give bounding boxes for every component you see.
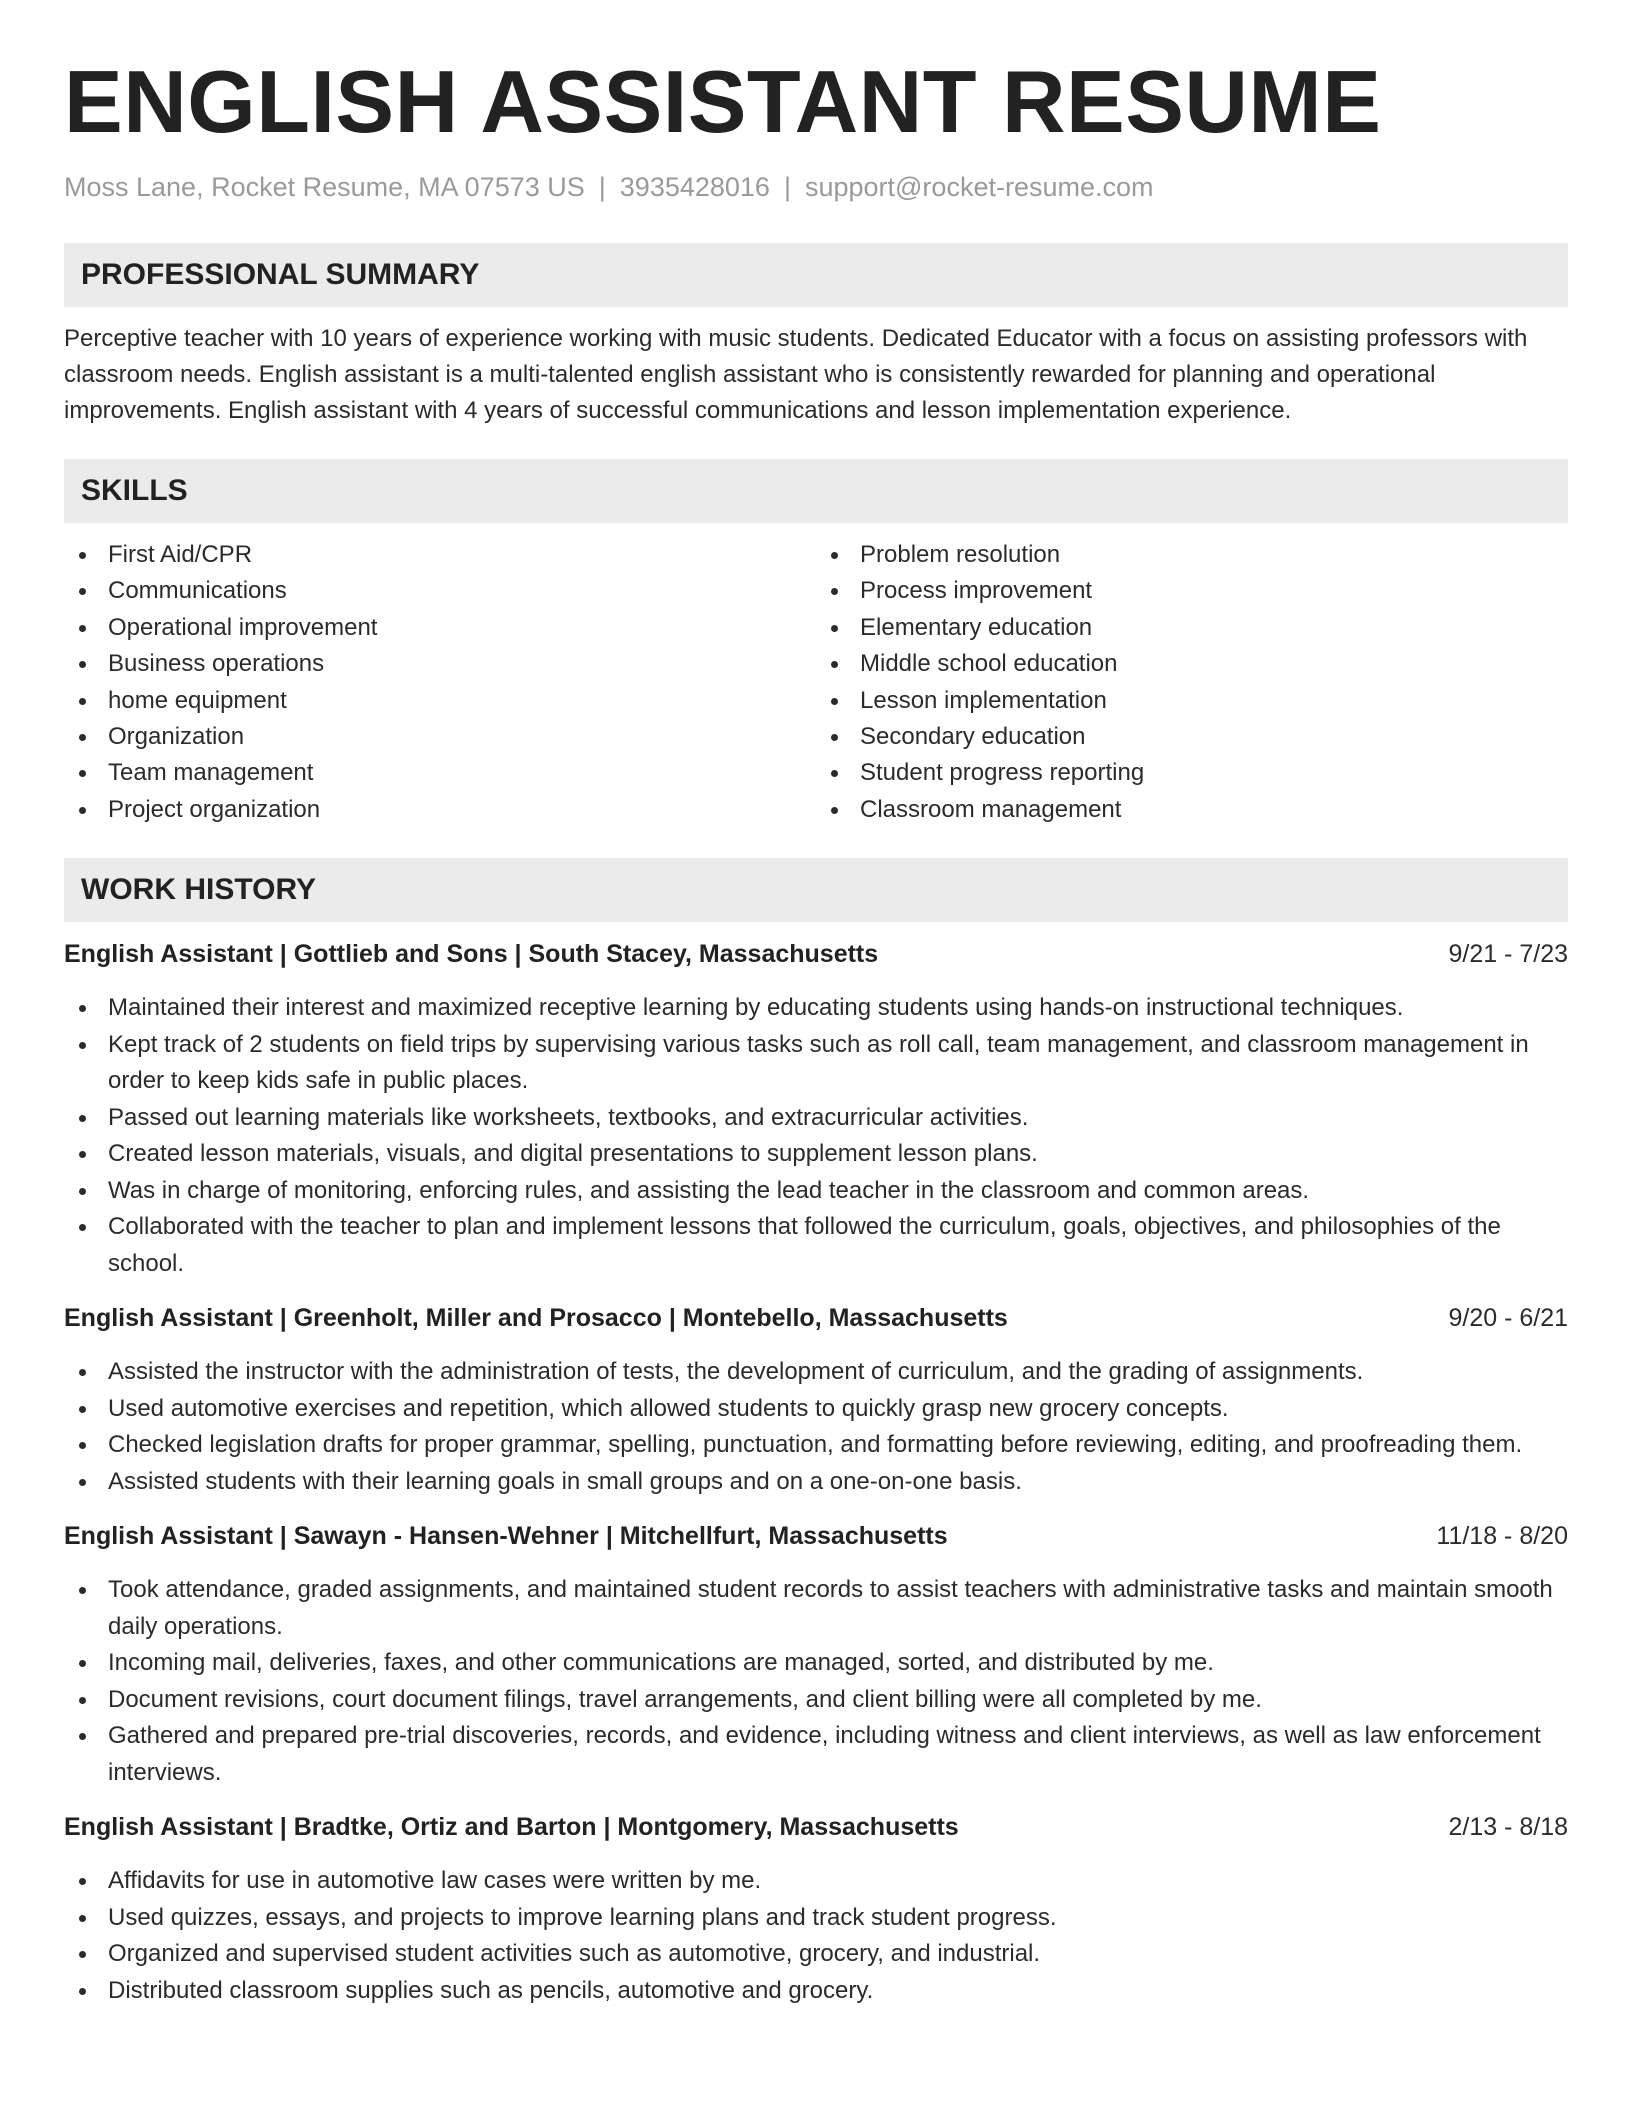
contact-separator: | xyxy=(598,172,606,202)
job-entry xyxy=(64,1300,1568,1500)
work-history-heading: WORK HISTORY xyxy=(64,858,1568,922)
job-entry xyxy=(64,1518,1568,1791)
summary-heading: PROFESSIONAL SUMMARY xyxy=(64,243,1568,307)
job-bullets xyxy=(64,1863,1568,2009)
job-dates: 11/18 - 8/20 xyxy=(1436,1522,1568,1551)
contact-address: Moss Lane, Rocket Resume, MA 07573 US xyxy=(64,172,585,202)
job-bullet: Assisted the instructor with the administration of tests, the development of curriculum, and the grading of assignments. xyxy=(76,1354,1568,1391)
skill-item: Elementary education xyxy=(828,610,1568,646)
contact-separator: | xyxy=(783,172,791,202)
job-bullet: Organized and supervised student activities such as automotive, grocery, and industrial. xyxy=(76,1936,1568,1973)
contact-phone: 3935428016 xyxy=(619,172,770,202)
job-header xyxy=(64,1300,1568,1336)
job-title: English Assistant | Greenholt, Miller and Prosacco | Montebello, Massachusetts xyxy=(64,1304,1008,1333)
job-bullet: Assisted students with their learning goals in small groups and on a one-on-one basis. xyxy=(76,1464,1568,1501)
job-bullet: Incoming mail, deliveries, faxes, and other communications are managed, sorted, and distributed by me. xyxy=(76,1645,1568,1682)
contact-line xyxy=(64,170,1568,205)
job-dates: 2/13 - 8/18 xyxy=(1448,1813,1568,1842)
skill-item: Middle school education xyxy=(828,646,1568,682)
skill-item: Secondary education xyxy=(828,719,1568,755)
skills-column-right xyxy=(816,537,1568,828)
job-bullet: Maintained their interest and maximized receptive learning by educating students using hands-on instructional techniques. xyxy=(76,990,1568,1027)
skills-column-left xyxy=(64,537,816,828)
job-bullet: Kept track of 2 students on field trips by supervising various tasks such as roll call, team management, and classroom management in order to keep kids safe in public places. xyxy=(76,1027,1568,1100)
skill-item: First Aid/CPR xyxy=(76,537,816,573)
skill-item: home equipment xyxy=(76,683,816,719)
job-bullet: Gathered and prepared pre-trial discoveries, records, and evidence, including witness and client interviews, as well as law enforcement interviews. xyxy=(76,1718,1568,1791)
job-bullet: Distributed classroom supplies such as pencils, automotive and grocery. xyxy=(76,1973,1568,2010)
skill-item: Project organization xyxy=(76,792,816,828)
skill-item: Student progress reporting xyxy=(828,755,1568,791)
skill-item: Team management xyxy=(76,755,816,791)
job-header xyxy=(64,1809,1568,1845)
job-bullet: Checked legislation drafts for proper grammar, spelling, punctuation, and formatting before reviewing, editing, and proofreading them. xyxy=(76,1427,1568,1464)
job-bullet: Collaborated with the teacher to plan and implement lessons that followed the curriculum, goals, objectives, and philosophies of the school. xyxy=(76,1209,1568,1282)
resume-title: ENGLISH ASSISTANT RESUME xyxy=(64,52,1382,151)
job-bullet: Was in charge of monitoring, enforcing rules, and assisting the lead teacher in the classroom and common areas. xyxy=(76,1173,1568,1210)
job-bullet: Document revisions, court document filings, travel arrangements, and client billing were all completed by me. xyxy=(76,1682,1568,1719)
skill-item: Classroom management xyxy=(828,792,1568,828)
contact-email: support@rocket-resume.com xyxy=(804,172,1154,202)
skill-item: Problem resolution xyxy=(828,537,1568,573)
job-bullet: Took attendance, graded assignments, and maintained student records to assist teachers with administrative tasks and maintain smooth daily operations. xyxy=(76,1572,1568,1645)
job-bullet: Used quizzes, essays, and projects to improve learning plans and track student progress. xyxy=(76,1900,1568,1937)
job-bullet: Passed out learning materials like worksheets, textbooks, and extracurricular activities. xyxy=(76,1100,1568,1137)
job-title: English Assistant | Bradtke, Ortiz and Barton | Montgomery, Massachusetts xyxy=(64,1813,959,1842)
job-bullet: Created lesson materials, visuals, and digital presentations to supplement lesson plans. xyxy=(76,1136,1568,1173)
skill-item: Communications xyxy=(76,573,816,609)
job-entry xyxy=(64,936,1568,1282)
job-title: English Assistant | Sawayn - Hansen-Wehner | Mitchellfurt, Massachusetts xyxy=(64,1522,948,1551)
skill-item: Organization xyxy=(76,719,816,755)
job-bullet: Used automotive exercises and repetition, which allowed students to quickly grasp new grocery concepts. xyxy=(76,1391,1568,1428)
skills-heading: SKILLS xyxy=(64,459,1568,523)
skill-item: Business operations xyxy=(76,646,816,682)
job-bullets xyxy=(64,1572,1568,1791)
skill-item: Process improvement xyxy=(828,573,1568,609)
job-header xyxy=(64,936,1568,972)
job-header xyxy=(64,1518,1568,1554)
job-title: English Assistant | Gottlieb and Sons | South Stacey, Massachusetts xyxy=(64,940,879,969)
job-dates: 9/21 - 7/23 xyxy=(1448,940,1568,969)
skill-item: Lesson implementation xyxy=(828,683,1568,719)
job-dates: 9/20 - 6/21 xyxy=(1448,1304,1568,1333)
skills-list xyxy=(64,537,1568,828)
job-bullet: Affidavits for use in automotive law cases were written by me. xyxy=(76,1863,1568,1900)
summary-text: Perceptive teacher with 10 years of experience working with music students. Dedicated Educator with a focus on assisting professors with classroom needs. English assistant is a multi-talented english assistant who is consistently rewarded for planning and operational improvements. English assistant with 4 years of successful communications and lesson implementation experience. xyxy=(64,325,1528,425)
job-entry xyxy=(64,1809,1568,2009)
job-bullets xyxy=(64,990,1568,1282)
skill-item: Operational improvement xyxy=(76,610,816,646)
job-bullets xyxy=(64,1354,1568,1500)
